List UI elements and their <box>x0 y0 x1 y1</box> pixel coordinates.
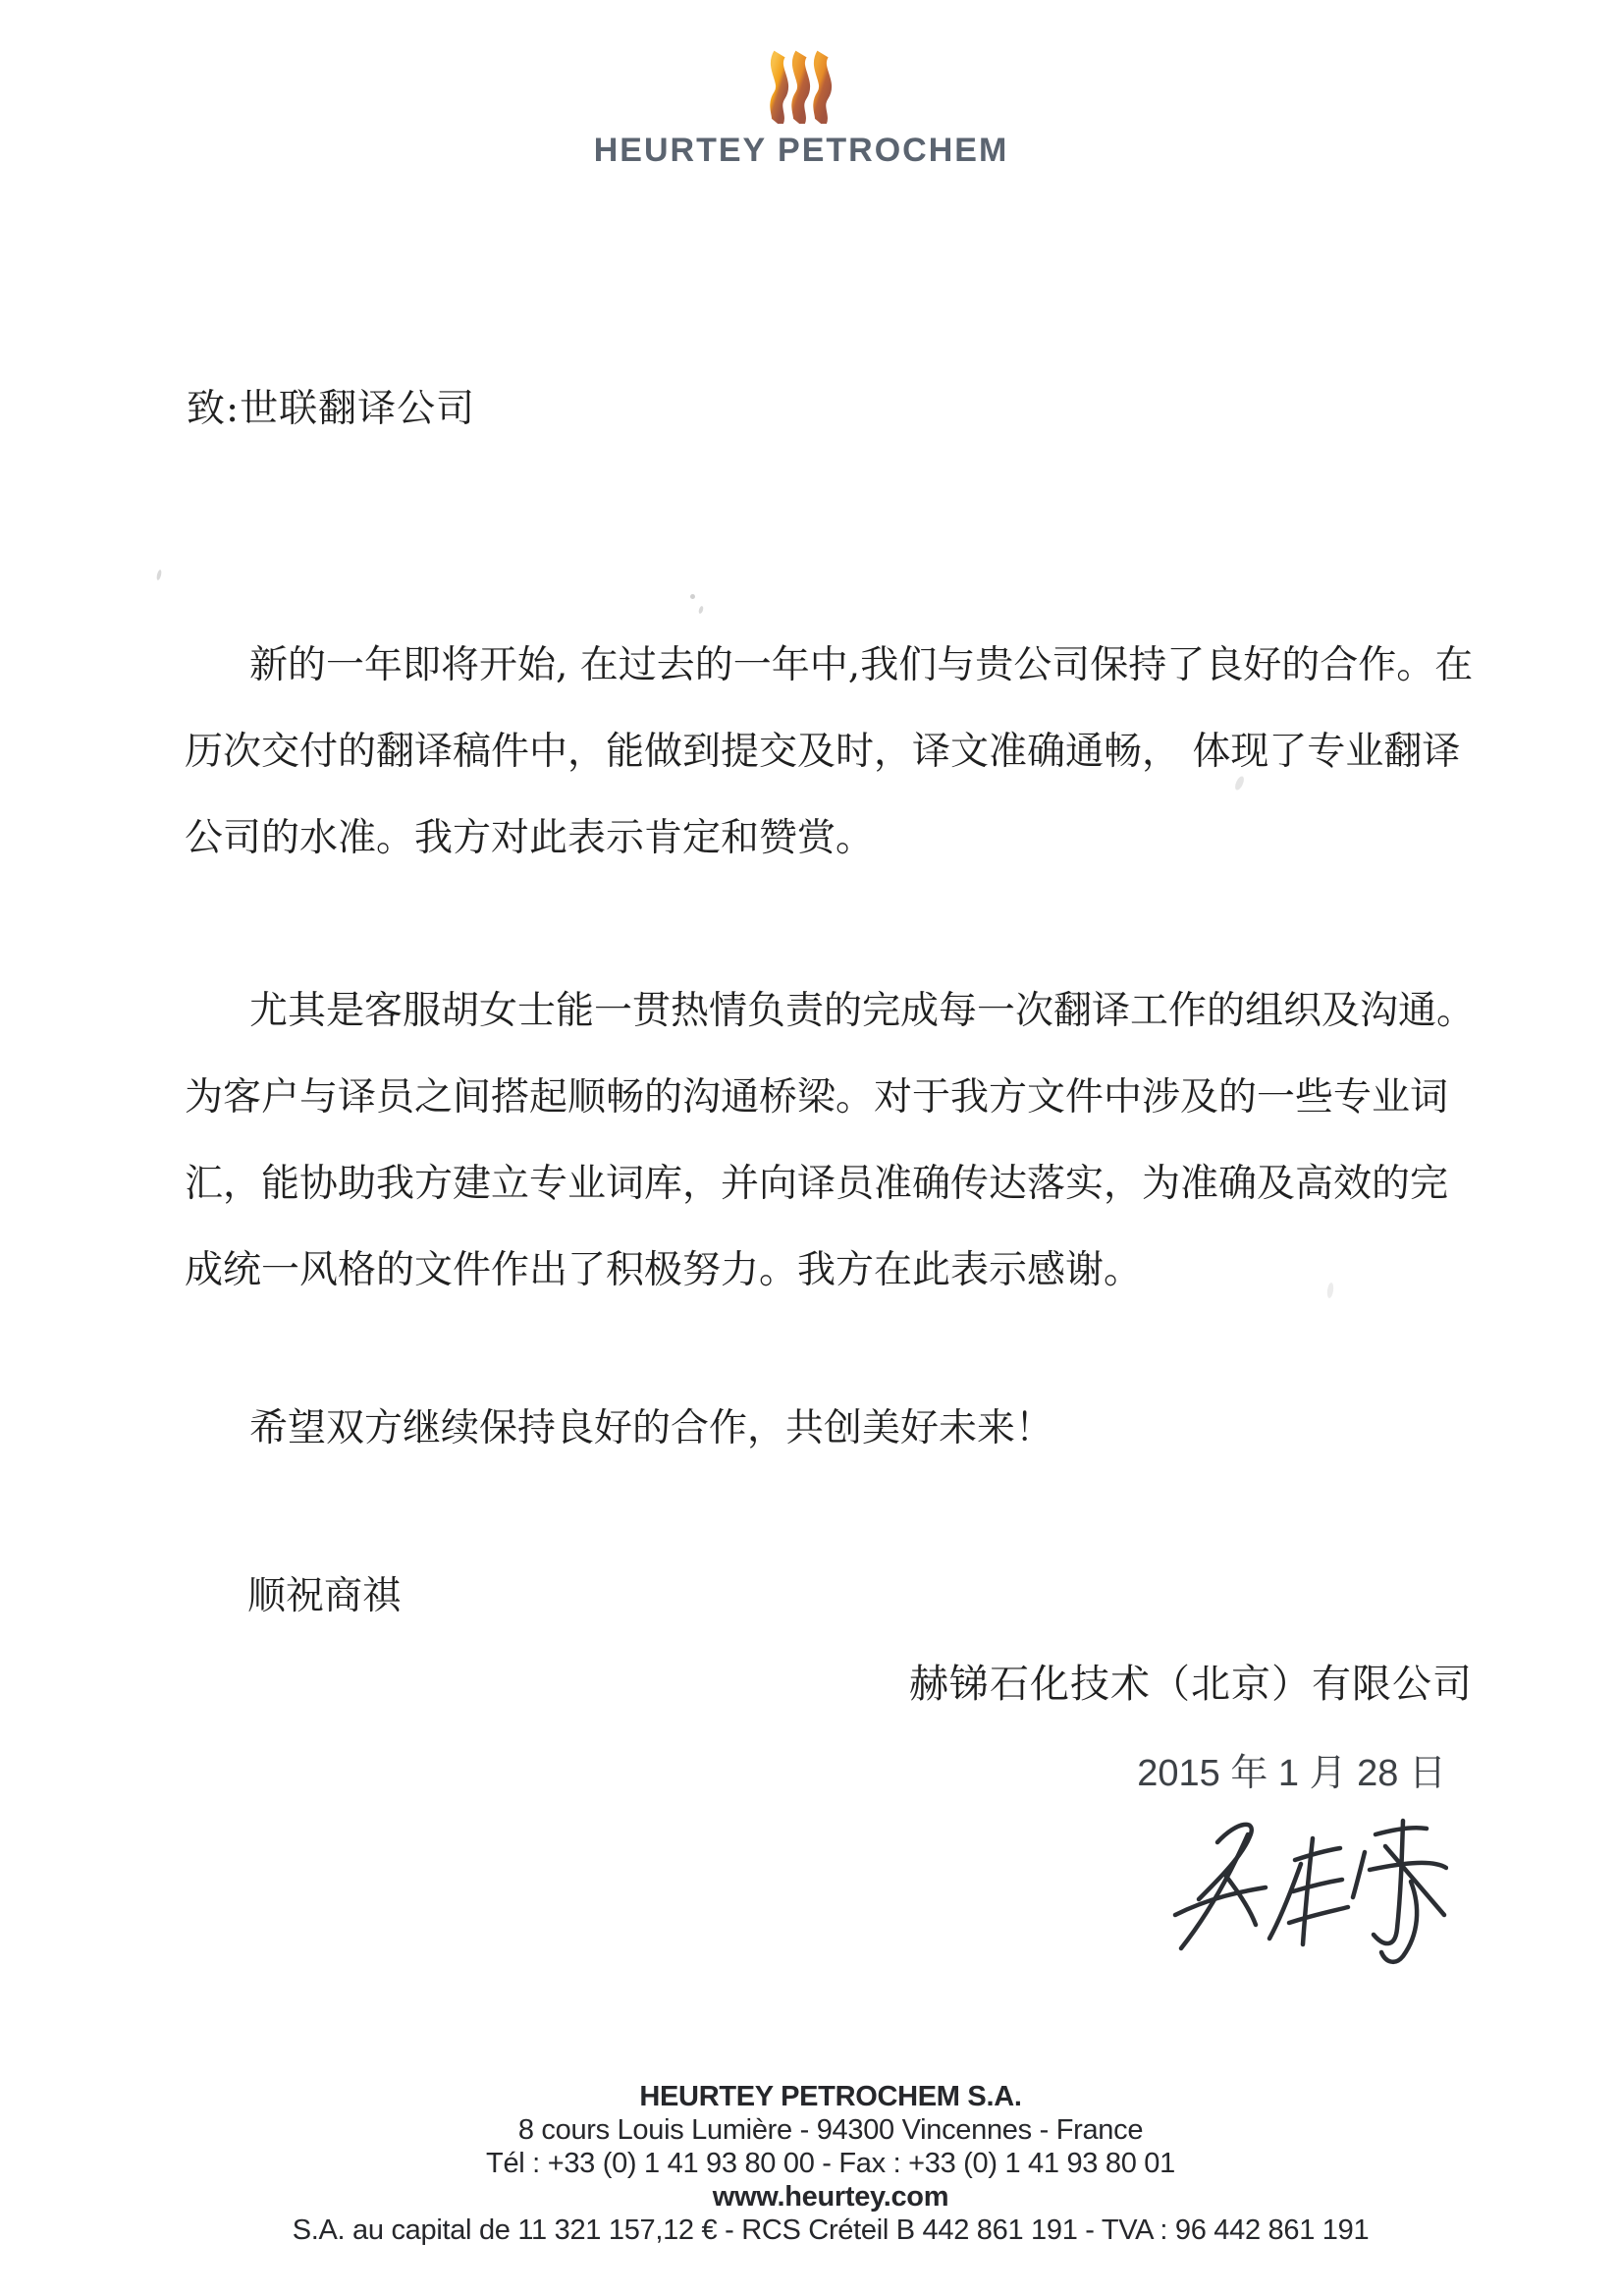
date-line: 2015 年 1 月 28 日 <box>1137 1753 1446 1794</box>
paragraph-line: 希望双方继续保持良好的合作，共创美好未来！ <box>249 1406 1054 1450</box>
closing-line: 顺祝商祺 <box>247 1574 402 1618</box>
paragraph-line: 为客户与译员之间搭起顺畅的沟通桥梁。对于我方文件中涉及的一些专业词 <box>185 1075 1449 1120</box>
paragraph-2 <box>185 968 1500 1314</box>
paragraph-line: 成统一风格的文件作出了积极努力。我方在此表示感谢。 <box>185 1248 1143 1292</box>
signer-company: 赫锑石化技术（北京）有限公司 <box>909 1662 1473 1707</box>
paragraph-line: 公司的水准。我方对此表示肯定和赞赏。 <box>185 816 875 860</box>
brand-text: HEURTEY PETROCHEM <box>593 132 1009 169</box>
footer-legal: S.A. au capital de 11 321 157,12 € - RCS Créteil B 442 861 191 - TVA : 96 442 861 191 <box>292 2214 1370 2246</box>
scan-speck <box>690 594 695 599</box>
signature-handwriting <box>1163 1813 1448 1980</box>
paragraph-line: 汇，能协助我方建立专业词库，并向译员准确传达落实，为准确及高效的完 <box>185 1162 1449 1206</box>
paragraph-3 <box>185 1386 1500 1472</box>
footer <box>22 2080 1618 2247</box>
scan-speck <box>698 606 704 615</box>
footer-address: 8 cours Louis Lumière - 94300 Vincennes - France <box>517 2114 1144 2146</box>
paragraph-1 <box>185 623 1500 882</box>
company-logo <box>0 49 1610 170</box>
scan-speck <box>156 570 163 581</box>
footer-phone-fax: Tél : +33 (0) 1 41 93 80 00 - Fax : +33 (0) 1 41 93 80 01 <box>486 2148 1175 2179</box>
paragraph-line: 历次交付的翻译稿件中，能做到提交及时，译文准确通畅， 体现了专业翻译 <box>185 730 1461 774</box>
footer-website: www.heurtey.com <box>712 2181 949 2213</box>
paragraph-line: 尤其是客服胡女士能一贯热情负责的完成每一次翻译工作的组织及沟通。 <box>249 989 1476 1033</box>
paragraph-line: 新的一年即将开始, 在过去的一年中,我们与贵公司保持了良好的合作。在 <box>249 643 1474 687</box>
footer-company: HEURTEY PETROCHEM S.A. <box>639 2081 1022 2112</box>
flame-icon <box>768 49 835 124</box>
recipient-line: 致:世联翻译公司 <box>187 387 476 431</box>
